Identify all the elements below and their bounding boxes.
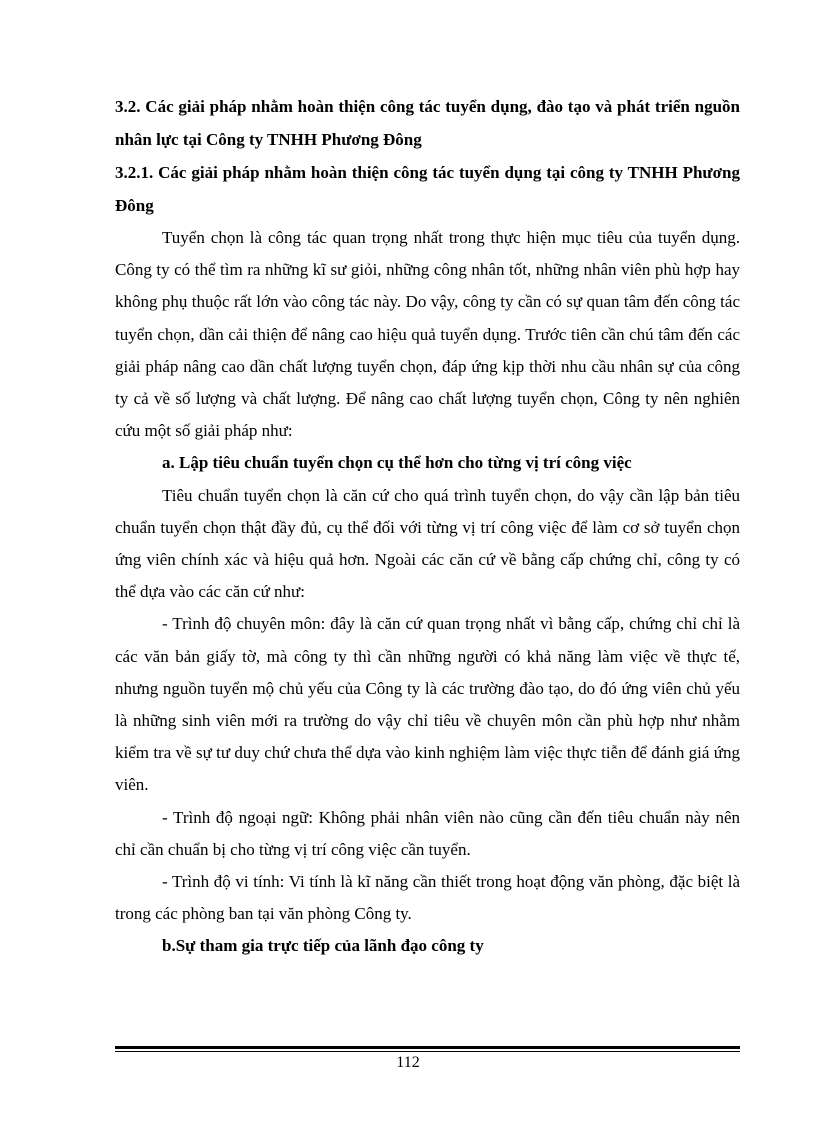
subheading-b: b.Sự tham gia trực tiếp của lãnh đạo công ty: [162, 936, 484, 956]
page-content: [115, 90, 740, 963]
bullet-vi-tinh: - Trình độ vi tính: Vi tính là kĩ năng cần thiết trong hoạt động văn phòng, đặc biệt là trong các phòng ban tại văn phòng Công ty.: [115, 872, 740, 924]
heading-3-2-1: 3.2.1. Các giải pháp nhằm hoàn thiện công tác tuyển dụng tại công ty TNHH Phương Đông: [115, 163, 740, 215]
bullet-ngoai-ngu: - Trình độ ngoại ngữ: Không phải nhân viên nào cũng cần đến tiêu chuẩn này nên chỉ cần chuẩn bị cho từng vị trí công việc cần tuyển.: [115, 807, 740, 859]
page-number: 112: [396, 1054, 420, 1071]
intro-paragraph: Tuyển chọn là công tác quan trọng nhất trong thực hiện mục tiêu của tuyển dụng. Công ty có thể tìm ra những kĩ sư giỏi, những công nhân tốt, những nhân viên phù hợp hay không phụ thuộc rất lớn vào công tác này. Do vậy, công ty cần có sự quan tâm đến công tác tuyển chọn, dần cải thiện để nâng cao hiệu quả tuyển dụng. Trước tiên cần chú tâm đến các giải pháp nâng cao dần chất lượng tuyển chọn, đáp ứng kịp thời nhu cầu nhân sự của công ty cả về số lượng và chất lượng. Để nâng cao chất lượng tuyển chọn, Công ty nên nghiên cứu một số giải pháp như:: [115, 228, 740, 441]
subheading-a: a. Lập tiêu chuẩn tuyển chọn cụ thể hơn cho từng vị trí công việc: [162, 453, 632, 473]
footer-rule: [115, 1046, 740, 1052]
footer-rule-thick: [115, 1046, 740, 1049]
heading-3-2: 3.2. Các giải pháp nhằm hoàn thiện công tác tuyển dụng, đào tạo và phát triển nguồn nhân lực tại Công ty TNHH Phương Đông: [115, 97, 740, 149]
paragraph-a: Tiêu chuẩn tuyển chọn là căn cứ cho quá trình tuyển chọn, do vậy cần lập bản tiêu chuẩn tuyển chọn thật đầy đủ, cụ thể đối với từng vị trí công việc để làm cơ sở tuyển chọn ứng viên chính xác và hiệu quả hơn. Ngoài các căn cứ về bằng cấp chứng chỉ, công ty có thể dựa vào các căn cứ như:: [115, 485, 740, 602]
footer-rule-thin: [115, 1051, 740, 1052]
bullet-chuyen-mon: - Trình độ chuyên môn: đây là căn cứ quan trọng nhất vì bằng cấp, chứng chỉ chỉ là các văn bản giấy tờ, mà công ty thì cần những người có khả năng làm việc về thực tế, nhưng nguồn tuyển mộ chủ yếu của Công ty là các trường đào tạo, do đó ứng viên chủ yếu là những sinh viên mới ra trường do vậy chỉ tiêu về chuyên môn cần phù hợp như nhằm kiểm tra về sự tư duy chứ chưa thể dựa vào kinh nghiệm làm việc thực tiễn để đánh giá ứng viên.: [115, 614, 740, 795]
